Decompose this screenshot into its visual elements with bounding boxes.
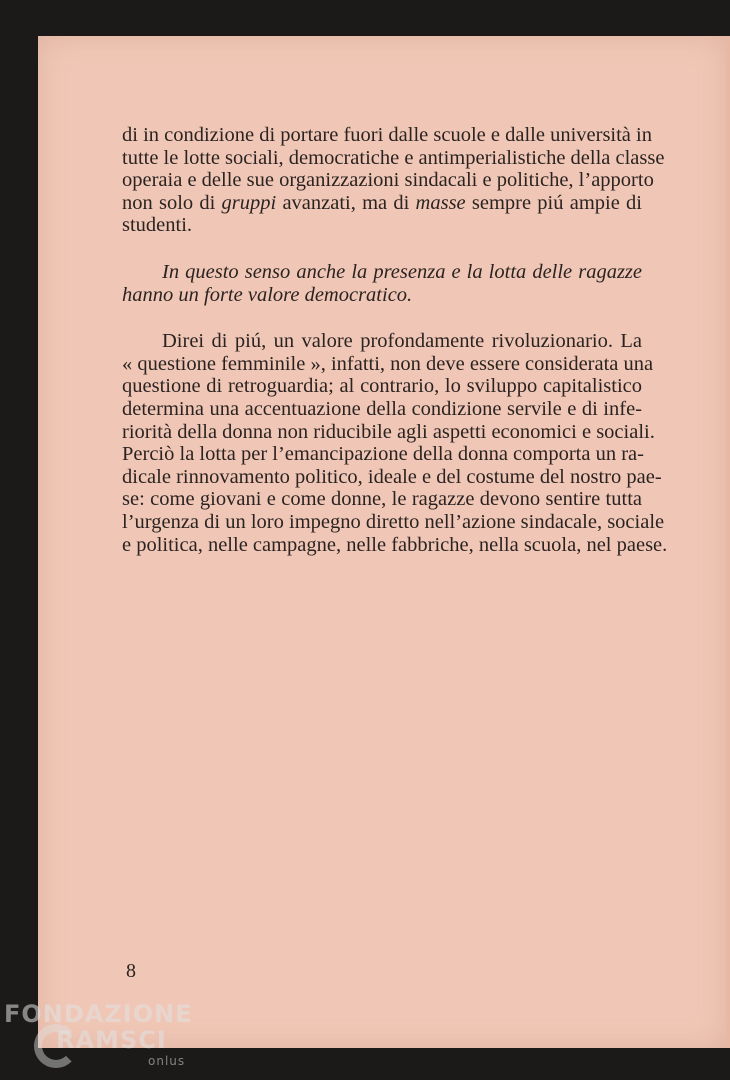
text-fragment: sempre piú ampie di — [465, 191, 642, 214]
text-line: l’urgenza di un loro impegno diretto nell’azione sindacale, sociale — [122, 510, 665, 533]
body-text — [122, 124, 668, 556]
watermark-line-2: RAMSCI — [56, 1026, 167, 1054]
text-line: « questione femminile », infatti, non deve essere considerata una — [122, 352, 654, 375]
text-line: se: come giovani e come donne, le ragazze devono sentire tutta — [122, 488, 642, 511]
text-line: Perciò la lotta per l’emancipazione della donna comporta un ra- — [122, 443, 644, 466]
text-line: operaia e delle sue organizzazioni sindacali e politiche, l’apporto — [122, 169, 654, 192]
page-number: 8 — [126, 960, 136, 982]
text-line-with-emphasis — [122, 192, 642, 215]
text-line: riorità della donna non riducibile agli aspetti economici e sociali. — [122, 420, 655, 443]
text-fragment: non solo di — [122, 191, 222, 214]
paragraph-2-italic — [122, 261, 642, 306]
text-fragment: avanzati, ma di — [276, 191, 416, 214]
paragraph-1 — [122, 124, 665, 237]
emphasis-masse: masse — [415, 191, 466, 214]
text-line: studenti. — [122, 214, 193, 237]
text-line: e politica, nelle campagne, nelle fabbriche, nella scuola, nel paese. — [122, 533, 668, 556]
text-line: tutte le lotte sociali, democratiche e antimperialistiche della classe — [122, 146, 665, 169]
text-line: di in condizione di portare fuori dalle scuole e dalle università in — [122, 124, 652, 146]
emphasis-gruppi: gruppi — [221, 191, 277, 214]
text-line: hanno un forte valore democratico. — [122, 283, 413, 306]
text-line: dicale rinnovamento politico, ideale e del costume del nostro pae- — [122, 465, 662, 488]
watermark-line-1: FONDAZIONE — [4, 1000, 193, 1028]
text-line: Direi di piú, un valore profondamente rivoluzionario. La — [162, 330, 642, 353]
text-line: questione di retroguardia; al contrario, lo sviluppo capitalistico — [122, 375, 642, 398]
text-line: In questo senso anche la presenza e la lotta delle ragazze — [162, 260, 642, 283]
document-page — [38, 36, 726, 1048]
watermark-line-3: onlus — [148, 1054, 186, 1068]
paragraph-3 — [122, 330, 668, 556]
text-line: determina una accentuazione della condizione servile e di infe- — [122, 397, 642, 420]
